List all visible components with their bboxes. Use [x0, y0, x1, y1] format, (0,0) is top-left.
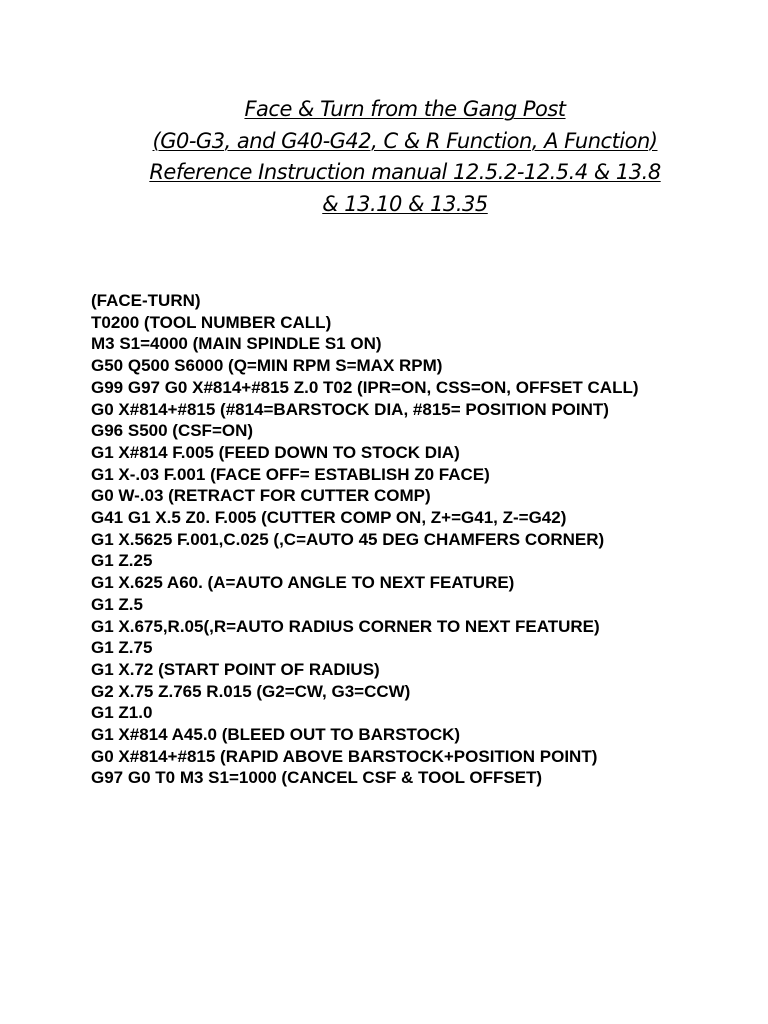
title-line [100, 189, 710, 221]
title-line [100, 126, 710, 158]
program-line: G2 X.75 Z.765 R.015 (G2=CW, G3=CCW) [91, 681, 411, 701]
program-line: G0 W-.03 (RETRACT FOR CUTTER COMP) [91, 486, 431, 506]
title-line-text: Face & Turn from the Gang Post [244, 97, 566, 121]
program-line: G97 G0 T0 M3 S1=1000 (CANCEL CSF & TOOL OFFSET) [91, 768, 543, 788]
program-line: G96 S500 (CSF=ON) [91, 421, 254, 441]
program-line: G1 X#814 F.005 (FEED DOWN TO STOCK DIA) [91, 442, 460, 462]
program-line: G1 X.5625 F.001,C.025 (,C=AUTO 45 DEG CHAMFERS CORNER) [91, 529, 605, 549]
title-line [100, 157, 710, 189]
program-line: G1 Z.75 [91, 638, 153, 658]
program-line: G1 Z.25 [91, 551, 153, 571]
program-line: G0 X#814+#815 (#814=BARSTOCK DIA, #815= POSITION POINT) [91, 399, 609, 419]
cnc-program-listing [91, 290, 751, 789]
program-line: G99 G97 G0 X#814+#815 Z.0 T02 (IPR=ON, CSS=ON, OFFSET CALL) [91, 377, 639, 397]
title-line-text: (G0-G3, and G40-G42, C & R Function, A Function) [152, 128, 658, 153]
program-line: G41 G1 X.5 Z0. F.005 (CUTTER COMP ON, Z+=G41, Z-=G42) [91, 508, 567, 528]
program-line: T0200 (TOOL NUMBER CALL) [91, 312, 332, 332]
program-line: M3 S1=4000 (MAIN SPINDLE S1 ON) [91, 334, 382, 354]
title-line-text: Reference Instruction manual 12.5.2-12.5.4 & 13.8 [149, 160, 661, 184]
program-line: G1 X.675,R.05(,R=AUTO RADIUS CORNER TO NEXT FEATURE) [91, 616, 600, 636]
program-line: G0 X#814+#815 (RAPID ABOVE BARSTOCK+POSITION POINT) [91, 746, 598, 766]
program-line: G1 Z1.0 [91, 703, 153, 723]
program-line: G1 X#814 A45.0 (BLEED OUT TO BARSTOCK) [91, 725, 461, 745]
program-line: (FACE-TURN) [91, 291, 201, 310]
program-line: G1 X.625 A60. (A=AUTO ANGLE TO NEXT FEATURE) [91, 573, 515, 593]
document-title [100, 94, 710, 220]
program-line: G1 X-.03 F.001 (FACE OFF= ESTABLISH Z0 FACE) [91, 464, 490, 484]
title-line [100, 94, 710, 126]
title-line-text: & 13.10 & 13.35 [322, 191, 488, 216]
program-line: G1 Z.5 [91, 594, 143, 614]
program-line: G50 Q500 S6000 (Q=MIN RPM S=MAX RPM) [91, 356, 443, 376]
program-line: G1 X.72 (START POINT OF RADIUS) [91, 659, 380, 679]
